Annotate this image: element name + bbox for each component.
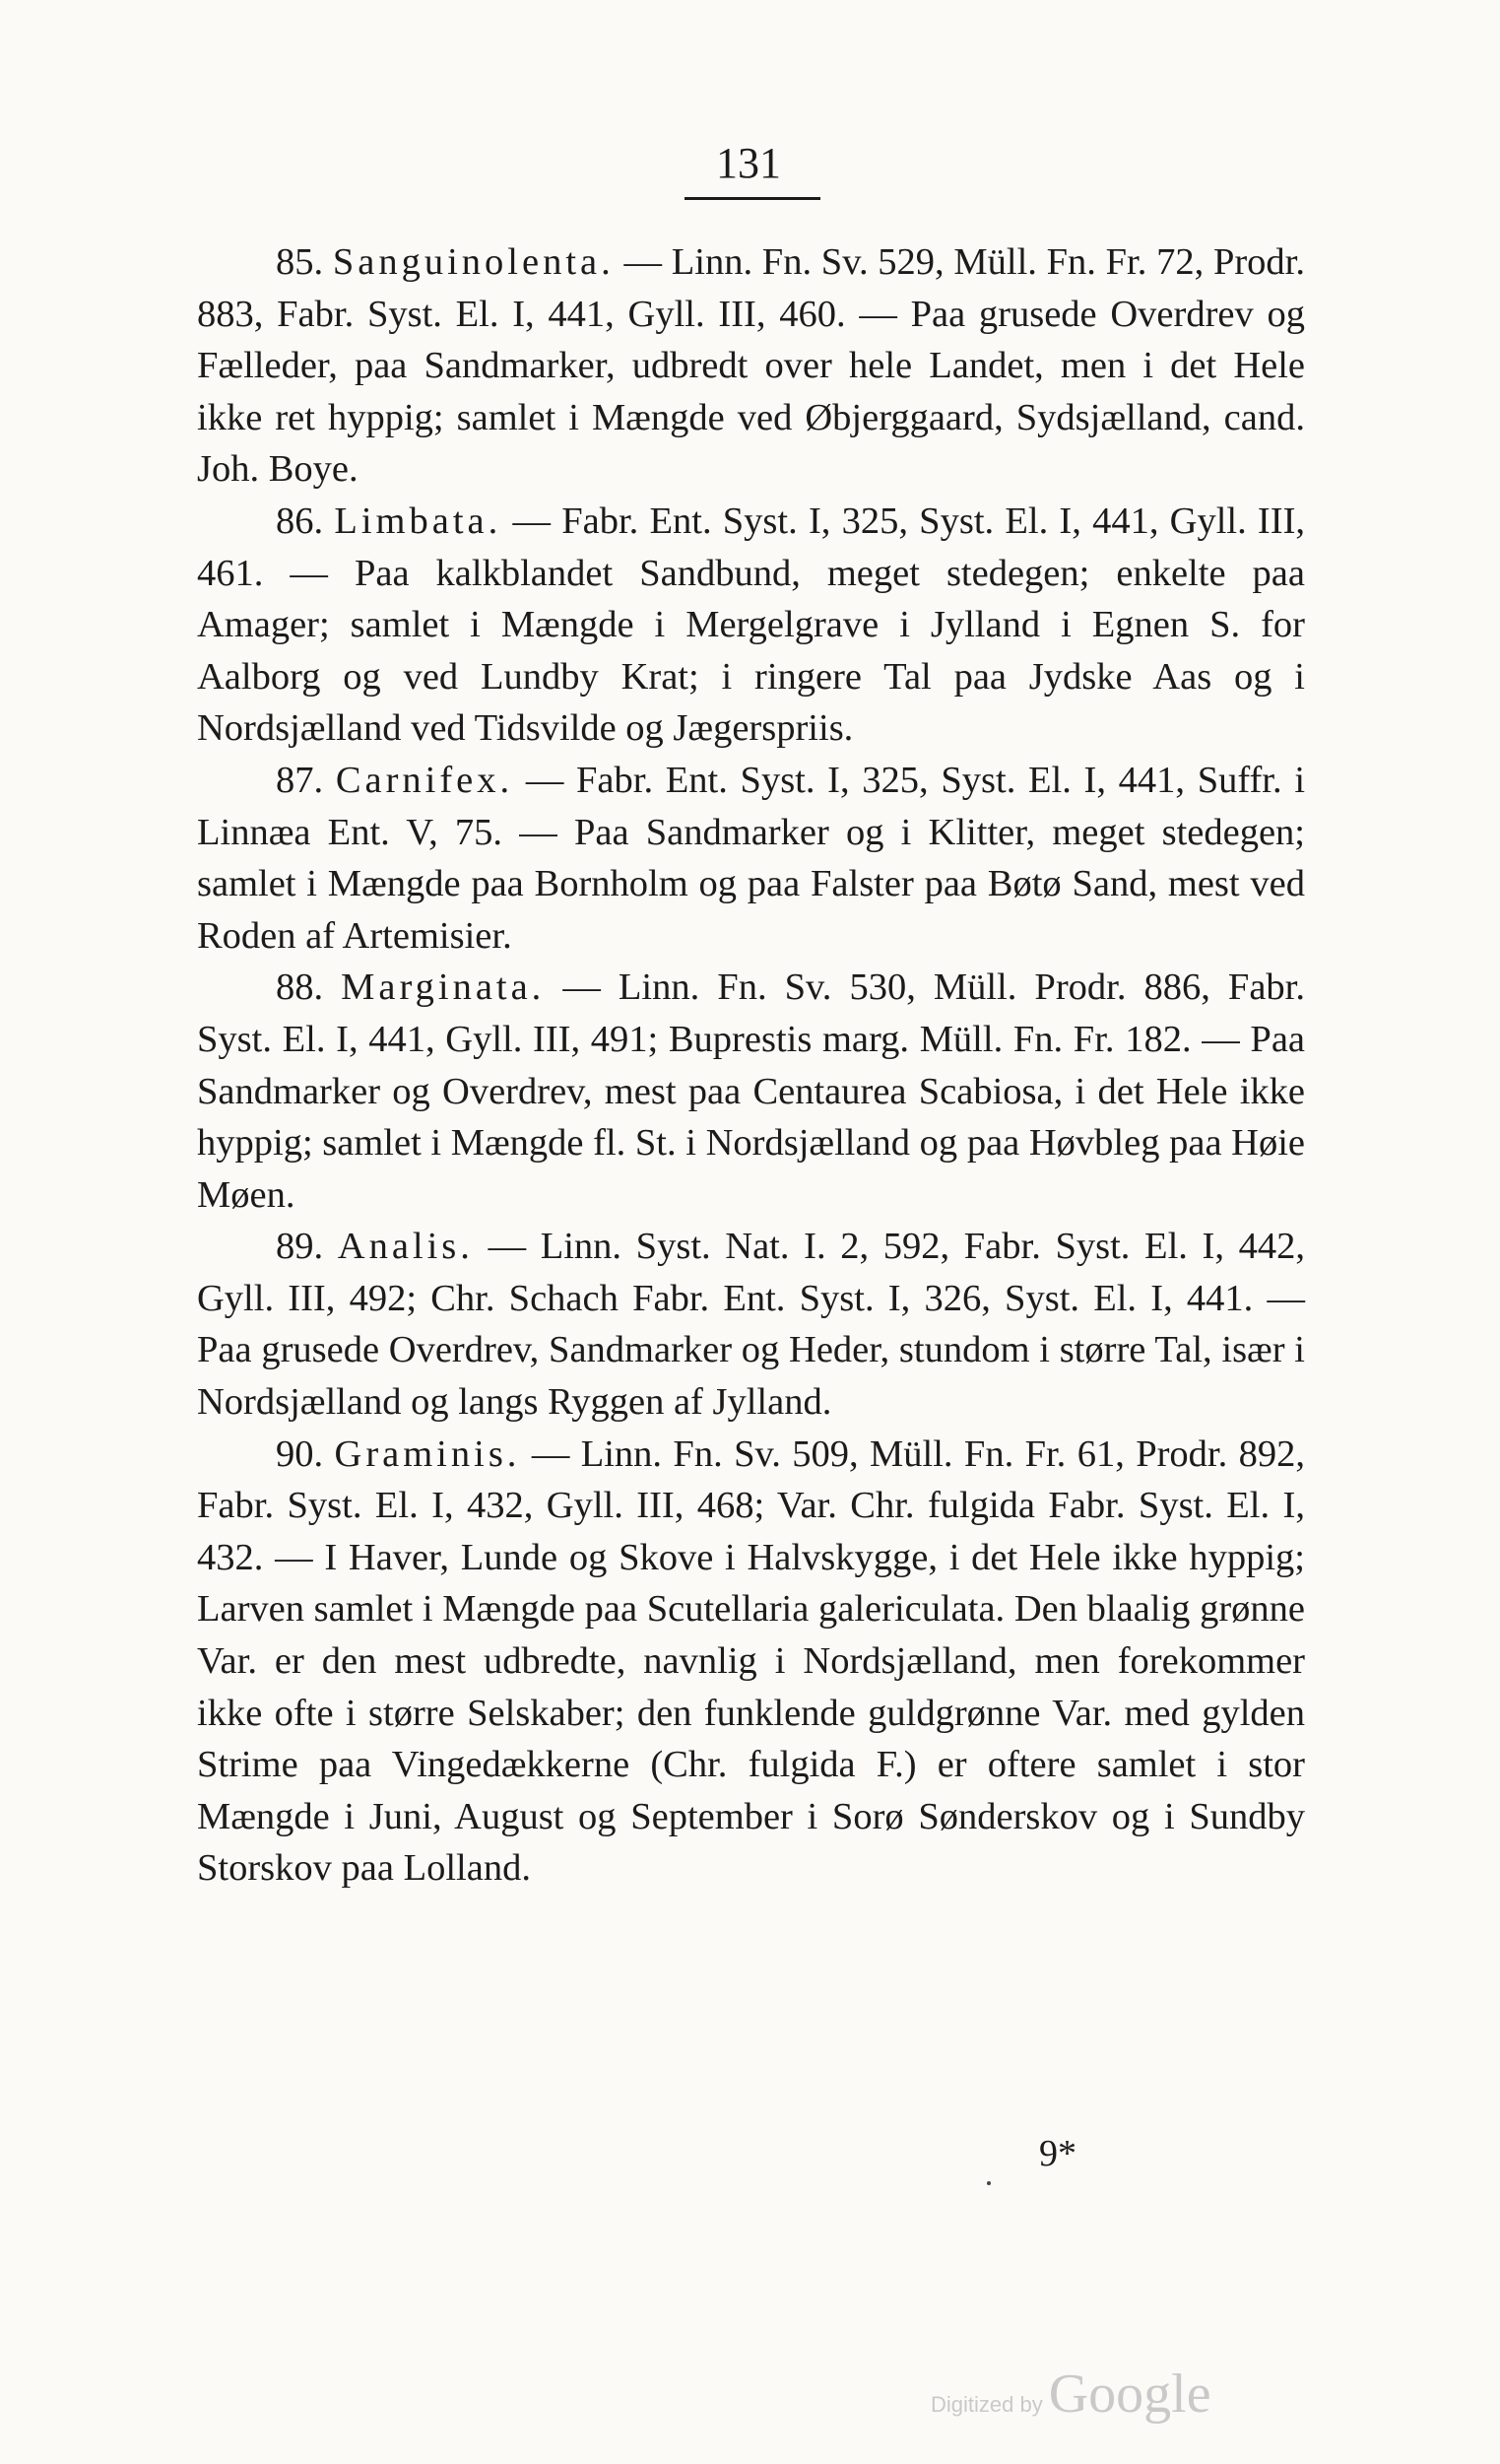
- body-text: [197, 236, 1305, 1895]
- entry-text: — Linn. Syst. Nat. I. 2, 592, Fabr. Syst. El. I, 442, Gyll. III, 492; Chr. Schach Fabr. Ent. Syst. I, 326, Syst. El. I, 441. — Paa grusede Overdrev, Sandmarker og Heder, stundom i større Tal, især i Nordsjælland og langs Ryggen af Jylland.: [197, 1226, 1305, 1424]
- entry-89: [197, 1221, 1305, 1428]
- species-name: Marginata.: [341, 966, 546, 1009]
- entry-86: [197, 496, 1305, 755]
- species-name: Carnifex.: [335, 759, 514, 801]
- watermark-prefix: Digitized by: [931, 2392, 1043, 2417]
- entry-text: — Fabr. Ent. Syst. I, 325, Syst. El. I, 441, Suffr. i Linnæa Ent. V, 75. — Paa Sandmarker og i Klitter, meget stedegen; samlet i Mængde paa Bornholm og paa Falster paa Bøtø Sand, mest ved Roden af Artemisier.: [197, 759, 1306, 957]
- entry-number: 86.: [276, 499, 324, 542]
- entry-text: — Linn. Fn. Sv. 529, Müll. Fn. Fr. 72, Prodr. 883, Fabr. Syst. El. I, 441, Gyll. III, 460. — Paa grusede Overdrev og Fælleder, paa Sandmarker, udbredt over hele Landet, men i det Hele ikke ret hyppig; samlet i Mængde ved Øbjerggaard, Sydsjælland, cand. Joh. Boye.: [197, 241, 1306, 491]
- species-name: Sanguinolenta.: [332, 241, 615, 283]
- entry-85: [197, 236, 1305, 496]
- entry-number: 87.: [276, 759, 324, 801]
- entry-text: — Linn. Fn. Sv. 530, Müll. Prodr. 886, Fabr. Syst. El. I, 441, Gyll. III, 491; Buprestis marg. Müll. Fn. Fr. 182. — Paa Sandmarker og Overdrev, mest paa Centaurea Scabiosa, i det Hele ikke hyppig; samlet i Mængde fl. St. i Nordsjælland og paa Høvbleg paa Høie Møen.: [197, 966, 1305, 1216]
- digitized-watermark: [931, 2364, 1211, 2424]
- page-number: 131: [716, 139, 781, 187]
- entry-90: [197, 1429, 1305, 1895]
- entry-number: 89.: [276, 1226, 324, 1268]
- species-name: Graminis.: [334, 1432, 521, 1475]
- entry-text: — Fabr. Ent. Syst. I, 325, Syst. El. I, 441, Gyll. III, 461. — Paa kalkblandet Sandbund, meget stedegen; enkelte paa Amager; samlet i Mængde i Mergelgrave i Jylland i Egnen S. for Aalborg og ved Lundby Krat; i ringere Tal paa Jydske Aas og i Nordsjælland ved Tidsvilde og Jægerspriis.: [197, 499, 1306, 750]
- entry-number: 90.: [276, 1432, 324, 1475]
- entry-number: 88.: [276, 966, 324, 1009]
- species-name: Analis.: [337, 1226, 474, 1268]
- entry-88: [197, 962, 1305, 1221]
- page-number-rule: [685, 197, 820, 200]
- signature-mark: 9*: [1039, 2133, 1076, 2174]
- entry-number: 85.: [276, 241, 324, 283]
- entry-text: — Linn. Fn. Sv. 509, Müll. Fn. Fr. 61, Prodr. 892, Fabr. Syst. El. I, 432, Gyll. III, 468; Var. Chr. fulgida Fabr. Syst. El. I, 432. — I Haver, Lunde og Skove i Halvskygge, i det Hele ikke hyppig; Larven samlet i Mængde paa Scutellaria galericulata. Den blaalig grønne Var. er den mest udbredte, navnlig i Nordsjælland, men forekommer ikke ofte i større Selskaber; den funklende guldgrønne Var. med gylden Strime paa Vingedækkerne (Chr. fulgida F.) er oftere samlet i stor Mængde i Juni, August og September i Sorø Sønderskov og i Sundby Storskov paa Lolland.: [197, 1432, 1306, 1890]
- species-name: Limbata.: [334, 499, 502, 542]
- google-logo: Google: [1048, 2364, 1211, 2425]
- print-speck: [987, 2181, 991, 2185]
- entry-87: [197, 755, 1305, 962]
